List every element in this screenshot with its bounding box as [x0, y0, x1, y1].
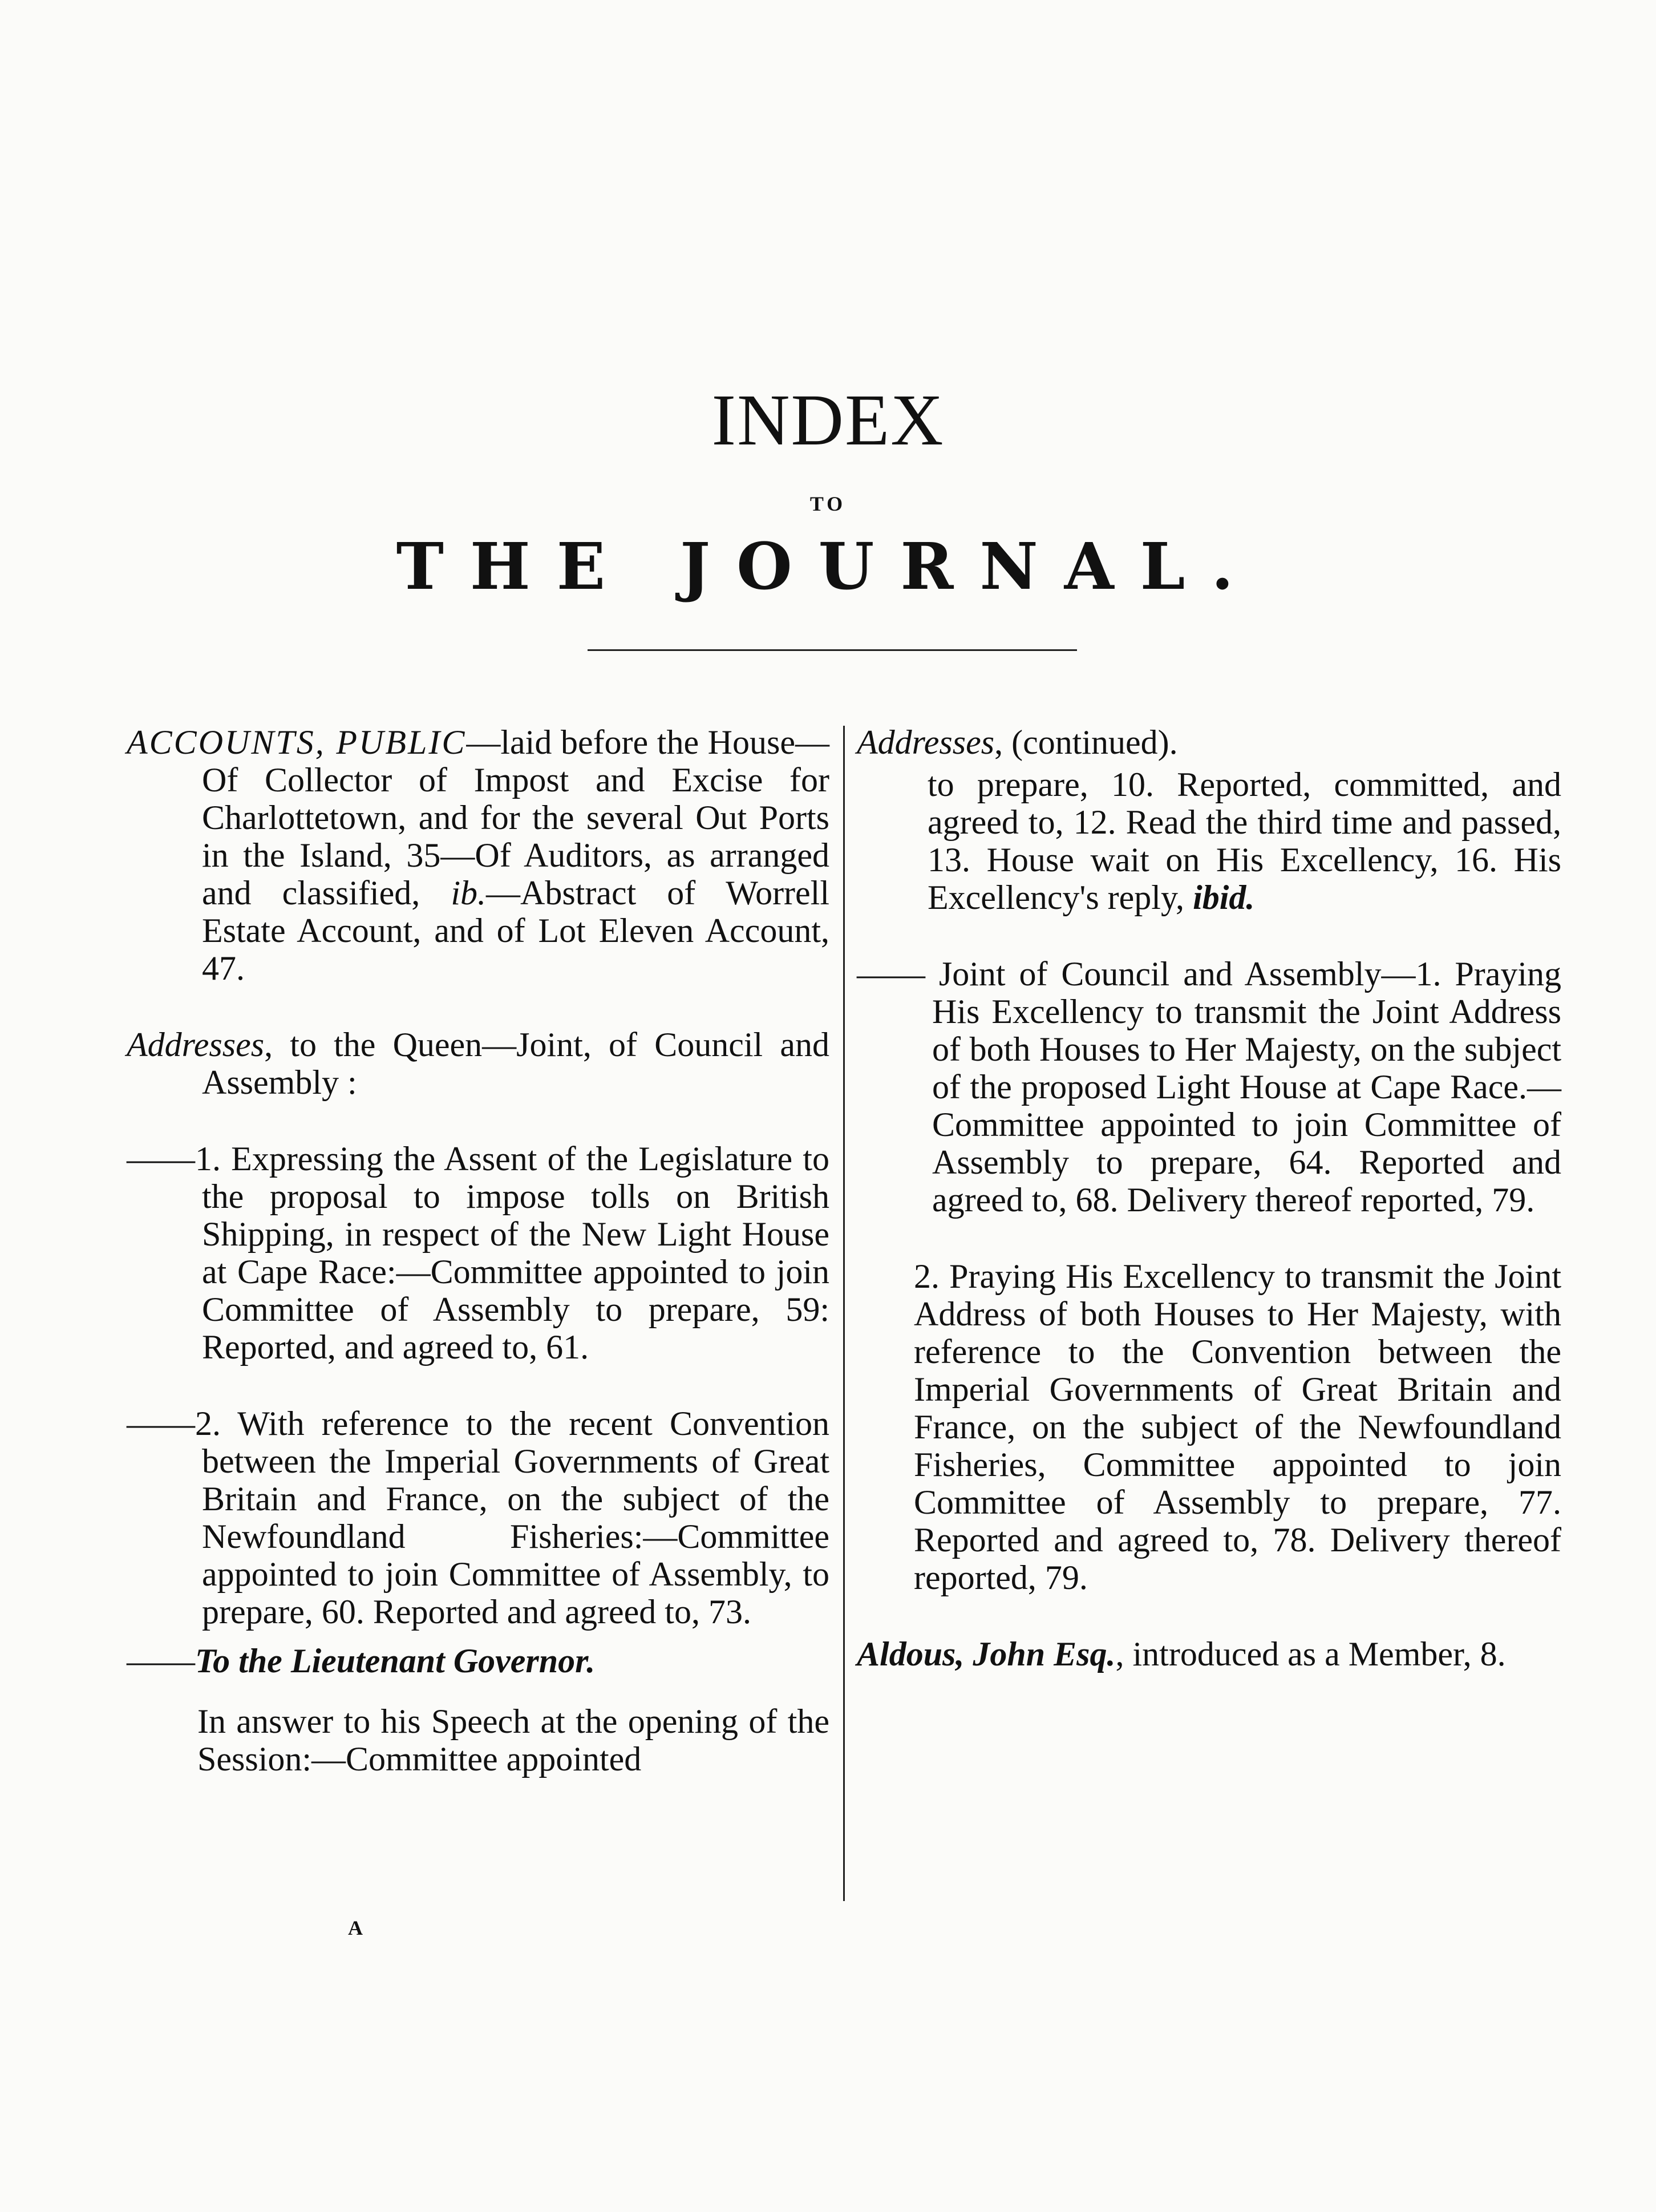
entry-text: , introduced as a Member, 8. — [1115, 1635, 1506, 1673]
entry-lt-governor — [127, 1642, 829, 1680]
entry-text: —laid before the House—Of Collector of Impost and Excise for Charlottetown, and for the several Out Ports in the Island, 35—Of Auditors, as arranged and classified, — [202, 723, 829, 912]
entry-head: Addresses — [857, 723, 995, 761]
entry-ib: ib. — [451, 874, 486, 912]
journal-title: THE JOURNAL. — [396, 529, 1260, 604]
entry-dash: —— — [127, 1642, 195, 1680]
entry-head: ACCOUNTS, PUBLIC — [127, 723, 467, 761]
column-divider — [843, 726, 845, 1901]
entry-speech-answer — [127, 1703, 829, 1778]
signature-mark: A — [348, 1916, 363, 1939]
entry-text: —— Joint of Council and Assembly—1. Praying His Excellency to transmit the Joint Address of both Houses to Her Majesty, on the subject of the proposed Light House at Cape Race.—Committee appointed to join Committee of Assembly to prepare, 64. Reported and agreed to, 68. Delivery thereof reported, 79. — [857, 955, 1561, 1219]
entry-text: 2. Praying His Excellency to transmit the Joint Address of both Houses to Her Majesty, with reference to the Convention between the Imperial Governments of Great Britain and France, on the subject of the Newfoundland Fisheries, Committee appointed to join Committee of Assembly to prepare, 77. Reported and agreed to, 78. Delivery thereof reported, 79. — [914, 1257, 1561, 1596]
entry-joint-1 — [857, 955, 1561, 1219]
left-column — [127, 723, 829, 1817]
entry-head: Aldous, John Esq. — [857, 1635, 1116, 1673]
index-to-label: TO — [809, 492, 847, 515]
entry-text: ——1. Expressing the Assent of the Legislature to the proposal to impose tolls on British Shipping, in respect of the New Light House at Cape Race:—Committee appointed to join Committee of Assembly to prepare, 59: Reported, and agreed to, 61. — [127, 1140, 829, 1366]
entry-joint-2 — [857, 1257, 1561, 1596]
right-column — [857, 723, 1561, 1712]
entry-accounts-public — [127, 723, 829, 987]
entry-address-2 — [127, 1405, 829, 1631]
entry-head: Addresses — [127, 1026, 265, 1063]
entry-continued-text — [857, 766, 1561, 916]
entry-text: , to the Queen—Joint, of Council and Assembly : — [202, 1026, 829, 1101]
entry-address-1 — [127, 1140, 829, 1366]
entry-addresses-continued — [857, 723, 1561, 761]
entry-text: to prepare, 10. Reported, committed, and agreed to, 12. Read the third time and passed, 13. House wait on His Excellency, 16. His Excellency's reply, — [928, 766, 1561, 916]
entry-aldous — [857, 1635, 1561, 1673]
entry-text: ——2. With reference to the recent Convention between the Imperial Governments of Great Britain and France, on the subject of the Newfoundland Fisheries:—Committee appointed to join Committee of Assembly, to prepare, 60. Reported and agreed to, 73. — [127, 1405, 829, 1631]
title-rule — [588, 649, 1077, 651]
entry-ibid: ibid. — [1193, 879, 1255, 916]
index-title: INDEX — [711, 379, 945, 460]
entry-text: —Abstract of Worrell Estate Account, and of Lot Eleven Account, 47. — [202, 874, 829, 987]
entry-text: , (continued). — [994, 723, 1178, 761]
entry-head: To the Lieutenant Governor. — [195, 1642, 596, 1680]
entry-text: In answer to his Speech at the opening of the Session:—Committee appointed — [197, 1703, 829, 1778]
entry-addresses — [127, 1026, 829, 1101]
